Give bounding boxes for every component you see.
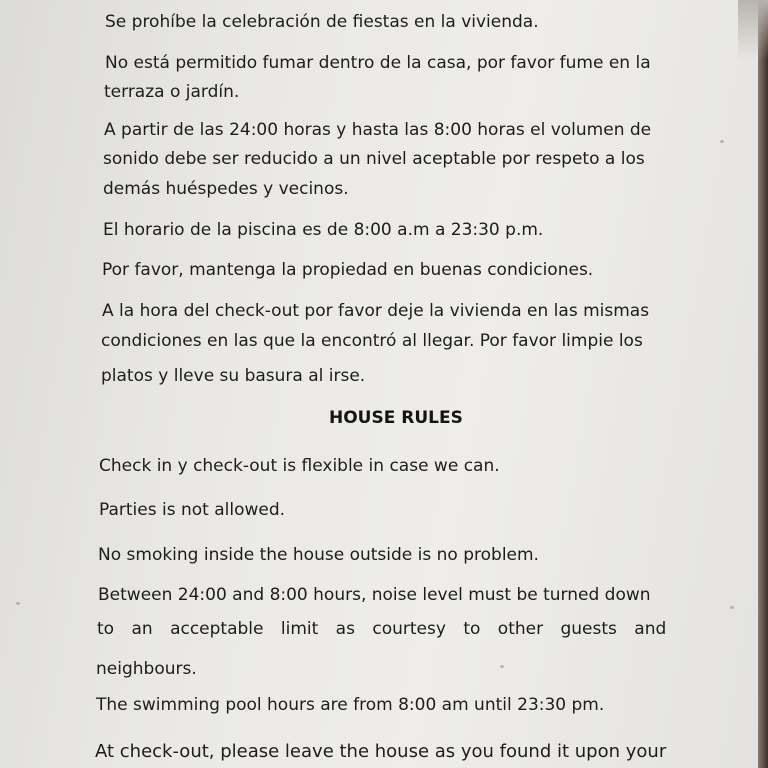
paper-shadow xyxy=(738,0,768,60)
english-rule-line: Parties is not allowed. xyxy=(99,500,286,520)
english-rule-line: neighbours. xyxy=(96,659,197,679)
spanish-rule-line: demás huéspedes y vecinos. xyxy=(103,179,349,199)
paper-speck xyxy=(500,665,504,668)
spanish-rule-line: No está permitido fumar dentro de la casa, por favor fume en la xyxy=(105,53,651,73)
table-edge xyxy=(758,0,768,768)
english-rule-line: to an acceptable limit as courtesy to other guests and xyxy=(97,619,667,639)
english-rule-line: Check in y check-out is flexible in case we can. xyxy=(99,456,500,476)
paper-speck xyxy=(720,140,724,143)
spanish-rule-line: terraza o jardín. xyxy=(104,82,240,102)
spanish-rule-line: Por favor, mantenga la propiedad en buenas condiciones. xyxy=(102,260,594,280)
spanish-rule-line: platos y lleve su basura al irse. xyxy=(101,366,366,386)
paper-speck xyxy=(730,606,734,609)
spanish-rule-line: El horario de la piscina es de 8:00 a.m a 23:30 p.m. xyxy=(103,220,544,240)
spanish-rule-line: Se prohíbe la celebración de fiestas en la vivienda. xyxy=(105,12,539,32)
spanish-rule-line: A partir de las 24:00 horas y hasta las 8:00 horas el volumen de xyxy=(104,120,652,140)
house-rules-heading: HOUSE RULES xyxy=(329,408,463,428)
paper-speck xyxy=(16,602,20,605)
english-rule-line: The swimming pool hours are from 8:00 am until 23:30 pm. xyxy=(96,695,605,715)
english-rule-line: Between 24:00 and 8:00 hours, noise level must be turned down xyxy=(98,585,651,605)
spanish-rule-line: A la hora del check-out por favor deje la vivienda en las mismas xyxy=(102,301,650,321)
english-rule-line: No smoking inside the house outside is no problem. xyxy=(98,545,539,565)
spanish-rule-line: condiciones en las que la encontró al llegar. Por favor limpie los xyxy=(101,331,643,351)
spanish-rule-line: sonido debe ser reducido a un nivel aceptable por respeto a los xyxy=(103,149,645,169)
english-rule-line: At check-out, please leave the house as you found it upon your xyxy=(95,741,667,762)
